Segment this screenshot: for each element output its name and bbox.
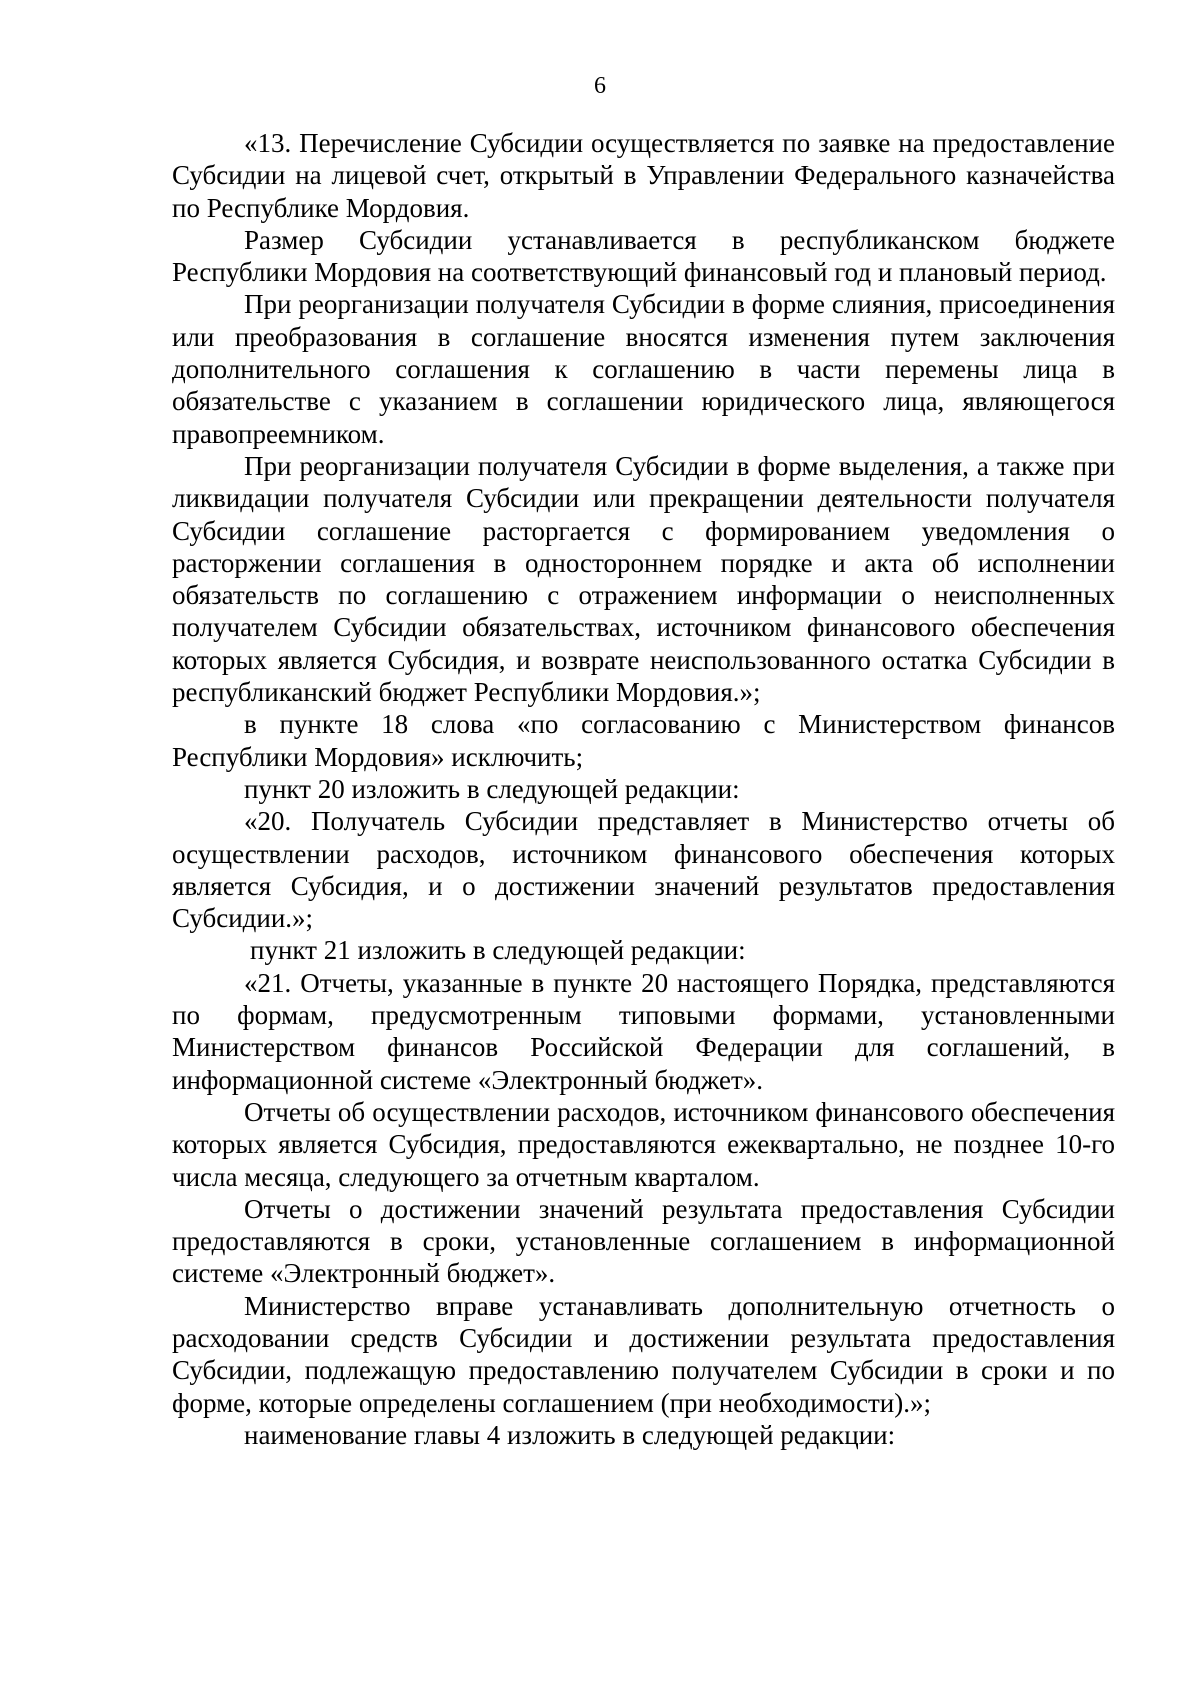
paragraph-reorganization-merger: При реорганизации получателя Субсидии в форме слияния, присоединения или преобразования в соглашение вносятся изменения путем заключения дополнительного соглашения к соглашению в части перемены лица в обязательстве с указанием в соглашении юридического лица, являющегося правопреемником. xyxy=(172,289,1115,449)
paragraph-reorganization-separation: При реорганизации получателя Субсидии в форме выделения, а также при ликвидации получателя Субсидии или прекращении деятельности получателя Субсидии соглашение расторгается с формированием уведомления о расторжении соглашения в одностороннем порядке и акта об исполнении обязательств по соглашению с отражением информации о неисполненных получателем Субсидии обязательствах, источником финансового обеспечения которых является Субсидия, и возврате неиспользованного остатка Субсидии в республиканский бюджет Республики Мордовия.»; xyxy=(172,450,1115,708)
paragraph-result-reports: Отчеты о достижении значений результата предоставления Субсидии предоставляются в сроки, установленные соглашением в информационной системе «Электронный бюджет». xyxy=(172,1193,1115,1289)
page-number: 6 xyxy=(594,73,606,99)
paragraph-additional-reporting: Министерство вправе устанавливать дополнительную отчетность о расходовании средств Субсидии и достижении результата предоставления Субсидии, подлежащую предоставлению получателем Субсидии в сроки и по форме, которые определены соглашением (при необходимости).»; xyxy=(172,1290,1115,1418)
paragraph-clause-18: в пункте 18 слова «по согласованию с Министерством финансов Республики Мордовия» исключить; xyxy=(172,709,1115,772)
paragraph-clause-21-text: «21. Отчеты, указанные в пункте 20 настоящего Порядка, представляются по формам, предусмотренным типовыми формами, установленными Министерством финансов Российской Федерации для соглашений, в информационной системе «Электронный бюджет». xyxy=(172,967,1115,1095)
paragraph-clause-20-intro: пункт 20 изложить в следующей редакции: xyxy=(244,773,740,804)
paragraph-clause-20-text: «20. Получатель Субсидии представляет в Министерство отчеты об осуществлении расходов, источником финансового обеспечения которых является Субсидия, и о достижении значений результатов предоставления Субсидии.»; xyxy=(172,806,1115,934)
document-body xyxy=(172,127,1115,1451)
paragraph-clause-21-intro: пункт 21 изложить в следующей редакции: xyxy=(250,935,746,966)
paragraph-13-transfer: «13. Перечисление Субсидии осуществляется по заявке на предоставление Субсидии на лицевой счет, открытый в Управлении Федерального казначейства по Республике Мордовия. xyxy=(172,128,1115,223)
paragraph-subsidy-size: Размер Субсидии устанавливается в республиканском бюджете Республики Мордовия на соответствующий финансовый год и плановый период. xyxy=(172,224,1115,288)
paragraph-expense-reports: Отчеты об осуществлении расходов, источником финансового обеспечения которых является Субсидия, предоставляются ежеквартально, не позднее 10-го числа месяца, следующего за отчетным кварталом. xyxy=(172,1096,1115,1192)
paragraph-chapter-4-title: наименование главы 4 изложить в следующей редакции: xyxy=(244,1419,896,1450)
